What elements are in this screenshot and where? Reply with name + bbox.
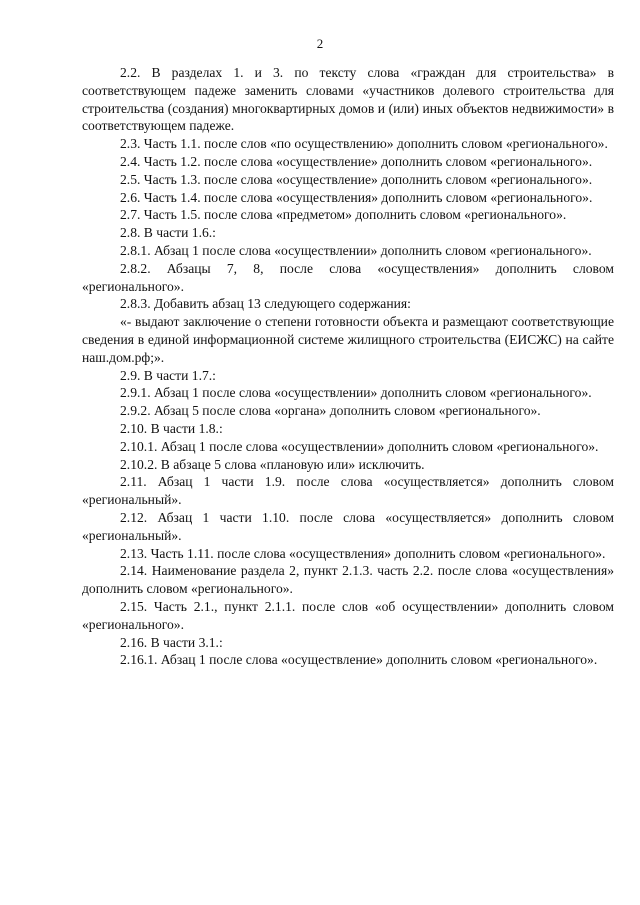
paragraph-2-10-1: 2.10.1. Абзац 1 после слова «осуществлении» дополнить словом «регионального». [120, 438, 599, 454]
paragraph-2-6: 2.6. Часть 1.4. после слова «осуществления» дополнить словом «регионального». [120, 189, 593, 205]
paragraph-2-10-2: 2.10.2. В абзаце 5 слова «плановую или» исключить. [120, 456, 425, 472]
page-number: 2 [316, 36, 324, 51]
paragraph-2-8-3: 2.8.3. Добавить абзац 13 следующего содержания: [120, 296, 411, 312]
paragraph-2-3: 2.3. Часть 1.1. после слов «по осуществлению» дополнить словом «регионального». [120, 136, 608, 152]
paragraph-2-12: 2.12. Абзац 1 части 1.10. после слова «осуществляется» дополнить словом «региональный». [82, 509, 614, 543]
paragraph-2-7: 2.7. Часть 1.5. после слова «предметом» дополнить словом «регионального». [120, 207, 567, 223]
paragraph-2-16: 2.16. В части 3.1.: [120, 634, 223, 650]
paragraph-2-9: 2.9. В части 1.7.: [120, 367, 216, 383]
paragraph-2-2: 2.2. В разделах 1. и 3. по тексту слова «граждан для строительства» в соответствующем падеже заменить словами «участников долевого строительства для строительства (создания) многоквартирных домов и (или) иных объектов недвижимости» в соответствующем падеже. [82, 65, 614, 134]
paragraph-2-10: 2.10. В части 1.8.: [120, 420, 223, 436]
paragraph-2-5: 2.5. Часть 1.3. после слова «осуществление» дополнить словом «регионального». [120, 171, 593, 187]
paragraph-2-16-1: 2.16.1. Абзац 1 после слова «осуществление» дополнить словом «регионального». [120, 652, 598, 668]
paragraph-2-13: 2.13. Часть 1.11. после слова «осуществления» дополнить словом «регионального». [120, 545, 606, 561]
paragraph-2-8: 2.8. В части 1.6.: [120, 225, 216, 241]
paragraph-2-14: 2.14. Наименование раздела 2, пункт 2.1.3. часть 2.2. после слова «осуществления» дополнить словом «регионального». [82, 563, 614, 597]
paragraph-2-9-2: 2.9.2. Абзац 5 после слова «органа» дополнить словом «регионального». [120, 403, 541, 419]
paragraph-quote: «- выдают заключение о степени готовности объекта и размещают соответствующие сведения в единой информационной системе жилищного строительства (ЕИСЖС) на сайте наш.дом.рф;». [82, 314, 614, 365]
paragraph-2-8-1: 2.8.1. Абзац 1 после слова «осуществлении» дополнить словом «регионального». [120, 242, 592, 258]
paragraph-2-9-1: 2.9.1. Абзац 1 после слова «осуществлении» дополнить словом «регионального». [120, 385, 592, 401]
paragraph-2-8-2: 2.8.2. Абзацы 7, 8, после слова «осуществления» дополнить словом «регионального». [82, 260, 614, 294]
paragraph-2-11: 2.11. Абзац 1 части 1.9. после слова «осуществляется» дополнить словом «региональный». [82, 474, 614, 508]
paragraph-2-15: 2.15. Часть 2.1., пункт 2.1.1. после слов «об осуществлении» дополнить словом «регионального». [82, 598, 614, 632]
document-body [82, 64, 614, 669]
paragraph-2-4: 2.4. Часть 1.2. после слова «осуществление» дополнить словом «регионального». [120, 153, 593, 169]
